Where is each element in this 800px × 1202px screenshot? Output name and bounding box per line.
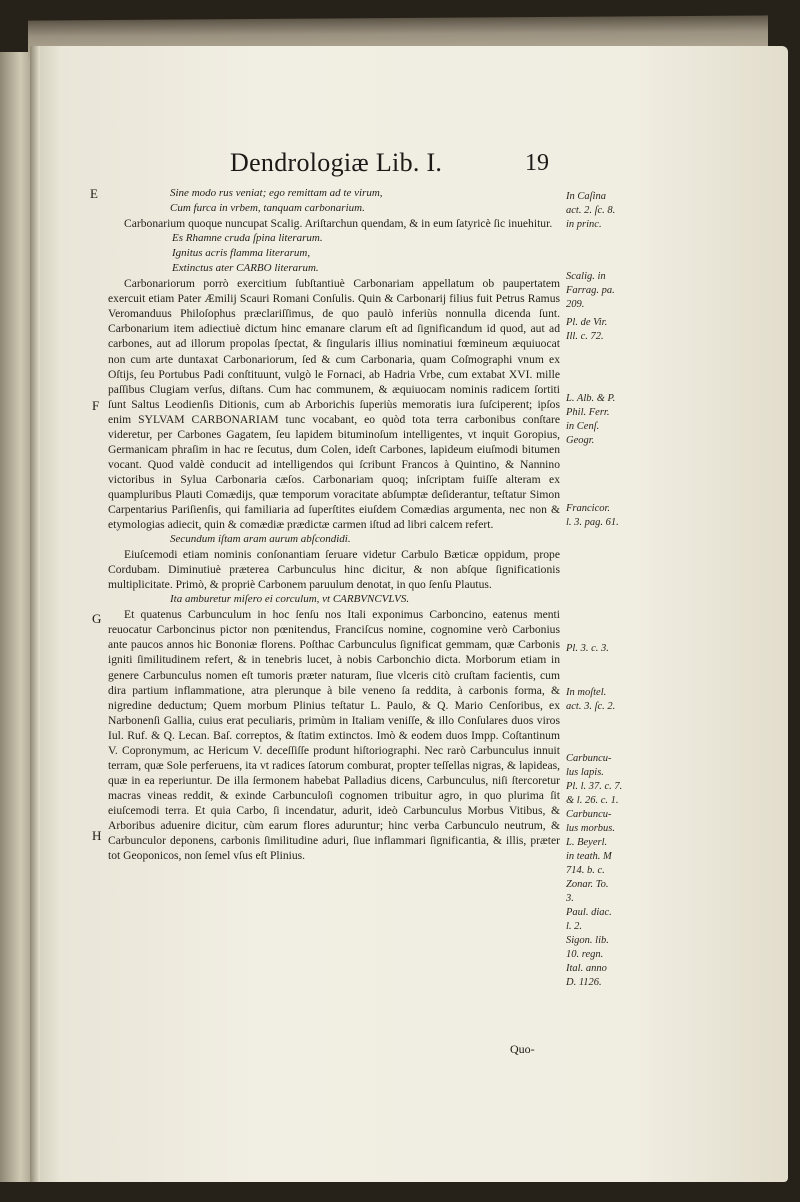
note-line: 714. b. c. <box>566 865 605 876</box>
main-text <box>108 186 560 863</box>
note-line: L. Alb. & P. <box>566 393 616 404</box>
note-line: act. 2. ſc. 8. <box>566 205 616 216</box>
note-line: L. Beyerl. <box>566 837 608 848</box>
margin-letter-e: E <box>90 186 98 201</box>
note-line: 10. regn. <box>566 949 604 960</box>
note-line: Sigon. lib. <box>566 935 609 946</box>
margin-letter-g: G <box>92 611 102 626</box>
paragraph: Et quatenus Carbunculum in hoc ſenſu nos Itali exponimus Carboncino, eatenus menti reuocatur Carboncinus pictor non pœnitendus, Franciſcus nomine, cognomine verò Carbonius ante paucos annos hic Bononiæ florens. Poſthac Carbunculus ſignificat gemmam, quæ Carbonis igniti ſimilitudinem refert, & in tenebris lucet, à nobis Carbonchio dicta. Morborum etiam in genere Carbunculus nomen eſt tumoris præter naturam, ſiue vlceris citò cruſtam facientis, cum dira partium inflammatione, atra plerunque à bile veneno ſa reddita, à carbonis forma, & nigredine deductum; Quem morbum Plinius teſtatur L. Paulo, & Q. Mario Cenſoribus, ex Narbonenſi Gallia, cuius erat peculiaris, primùm in Italiam veniſſe, & illo Conſulares duos viros Iul. Ruf. & Q. Lecan. Baſ. correptos, & ſtatim extinctos. Imò & eodem duos Impp. Coſtantinum V. Copronymum, ac Hericum V. deceſſiſſe produnt hiſtoriographi. Nec rarò Carbunculus innuit terram, quæ Sole perferuens, ita vt radices ſatorum comburat, propter teſſellas nigras, & lapideas, quæ in ea reperiuntur. De illa ſermonem habebat Palladius dicens, Carbunculus, niſi ſtercoretur macras vineas reddit, & exinde Carbunculoſi cognomen tribuitur agro, in quo plurima ſit eiuſcemodi terra. Et quia Carbo, ſi incendatur, adurit, ideò Carbunculus Morbus Vitibus, & Arboribus aduenire dicitur, cùm earum flores aduruntur; hinc verba Carbunculo neutrum, & Carbunculor deponens, carbonis ſimilitudine aduri, ſiue inflammari ſignificantia, & illis, præter tot Geoponicos, non ſemel vſus eſt Plinius. <box>108 608 560 863</box>
verse-line: Cum furca in vrbem, tanquam carbonarium. <box>170 202 365 215</box>
note-line: Paul. diac. <box>566 907 612 918</box>
book-gutter <box>30 46 40 1182</box>
marginal-note <box>566 642 632 656</box>
marginal-note <box>566 316 632 344</box>
note-line: lus morbus. <box>566 823 616 834</box>
note-line: l. 2. <box>566 921 583 932</box>
paragraph: Carbonarium quoque nuncupat Scalig. Ariſtarchun quendam, & in eum ſatyricè ſic inuehitur. <box>124 217 553 231</box>
running-title: Dendrologiæ Lib. I. <box>230 148 443 177</box>
margin-letter-h: H <box>92 828 102 843</box>
marginal-note <box>566 502 632 530</box>
note-line: Carbuncu- <box>566 809 612 820</box>
note-line: Francicor. <box>566 503 611 514</box>
note-line: Farrag. pa. <box>566 285 615 296</box>
page-header <box>230 148 570 184</box>
verse-line: Ignitus acris flamma literarum, <box>172 247 311 260</box>
verse-line: Extinctus ater CARBO literarum. <box>172 262 319 275</box>
verse-line: Sine modo rus veniat; ego remittam ad te virum, <box>170 187 383 199</box>
note-line: in Cenſ. <box>566 421 600 432</box>
note-line: Pl. 3. c. 3. <box>566 643 609 654</box>
note-line: in princ. <box>566 219 602 230</box>
left-page-edge <box>0 52 34 1182</box>
note-line: Phil. Ferr. <box>566 407 610 418</box>
note-line: Geogr. <box>566 435 595 446</box>
marginal-note <box>566 190 632 232</box>
note-line: 3. <box>566 893 574 904</box>
note-line: Ill. c. 72. <box>566 331 604 342</box>
note-line: act. 3. ſc. 2. <box>566 701 616 712</box>
note-line: in teath. M <box>566 851 612 862</box>
margin-letter-f: F <box>92 398 100 413</box>
verse-line: Secundum iſtam aram aurum abſcondidi. <box>170 533 351 546</box>
marginal-note <box>566 686 632 714</box>
note-line: In Caſina <box>566 191 606 202</box>
note-line: D. 1126. <box>566 977 602 988</box>
marginal-note <box>566 270 632 312</box>
note-line: Scalig. in <box>566 271 606 282</box>
marginal-note <box>566 392 632 448</box>
note-line: l. 3. pag. 61. <box>566 517 619 528</box>
page-number: 19 <box>525 150 549 176</box>
note-line: Carbuncu- <box>566 753 612 764</box>
verse-line: Ita amburetur miſero ei corculum, vt CARBVNCVLVS. <box>170 593 410 606</box>
note-line: & l. 26. c. 1. <box>566 795 619 806</box>
note-line: Ital. anno <box>566 963 607 974</box>
note-line: In moſtel. <box>566 687 607 698</box>
note-line: 209. <box>566 299 585 310</box>
paragraph: Eiuſcemodi etiam nominis conſonantiam ſeruare videtur Carbulo Bæticæ oppidum, prope Cordubam. Diminutiuè præterea Carbunculus hinc dicitur, & non abſque ſignificationis multiplicitate. Primò, & propriè Carbonem paruulum denotat, in quo ſenſu Plautus. <box>108 548 560 592</box>
note-line: Pl. l. 37. c. 7. <box>566 781 623 792</box>
note-line: lus lapis. <box>566 767 604 778</box>
note-line: Zonar. To. <box>566 879 609 890</box>
marginal-note <box>566 752 632 990</box>
paragraph: Carbonariorum porrò exercitium ſubſtantiuè Carbonariam appellatum ob paupertatem exercuit etiam Pater Æmilij Scauri Romani Conſulis. Quin & Carbonarij filius fuit Petrus Ramus Veromanduus Philoſophus præclariſſimus, de quo paulò inferiùs nonnulla dicenda ſunt. Carbonarium item adiectiuè dictum hinc emanare clarum eſt ad ſignificandum id quod, aut ad carbones, aut ad illorum propolas ſpectat, & ſingularis illius nominatiui fœmineum æquiuocat non cum arte duntaxat Carbonariorum, ſed & cum Carbonaria, quam Coſmographi vnum ex Oſtijs, ſeu Portubus Padi conſtituunt, vulgò le Fornaci, ab Hadria Vrbe, cum extabat XVI. mille paſſibus Clugiam verſus, diſtans. Cum hac communem, & æquiuocam nominis radicem ſortiti ſunt Saltus Leodienſis Ditionis, cum ab Arborichis ſuperiùs memoratis iura ſuſciperent; ipſos enim SYLVAM CARBONARIAM tunc vocabant, eo quòd tota terra carbonibus conſtare videretur, per Carbones Gagatem, ſeu lapidem bituminoſum intelligentes, vt inquit Goropius, Germanicam phraſim in hac re ſecutus, dum Colen, ideſt Carbones, lapideum eiuſmodi bitumen vocant. Quod valdè conducit ad intelligendos qui ſcribunt Francos à Quintino, & Nannino victoribus in Sylua Carbonaria cæſos. Carbonariam quoq; inſcriptam fuiſſe alteram ex quampluribus Plauti Comædijs, quæ temporum voracitate abſumptæ deſiderantur, teſtatur Simon Carpentarius Pariſienſis, qui familiaria ad ſuperſtites eiuſdem Comædias argumenta, nec non & etymologias adiecit, quin & comædiæ prædictæ carmen iſtud ad libri calcem refert. <box>108 277 560 532</box>
catchword: Quo- <box>510 1042 535 1056</box>
verse-line: Es Rhamne cruda ſpina literarum. <box>172 232 323 245</box>
note-line: Pl. de Vir. <box>566 317 608 328</box>
